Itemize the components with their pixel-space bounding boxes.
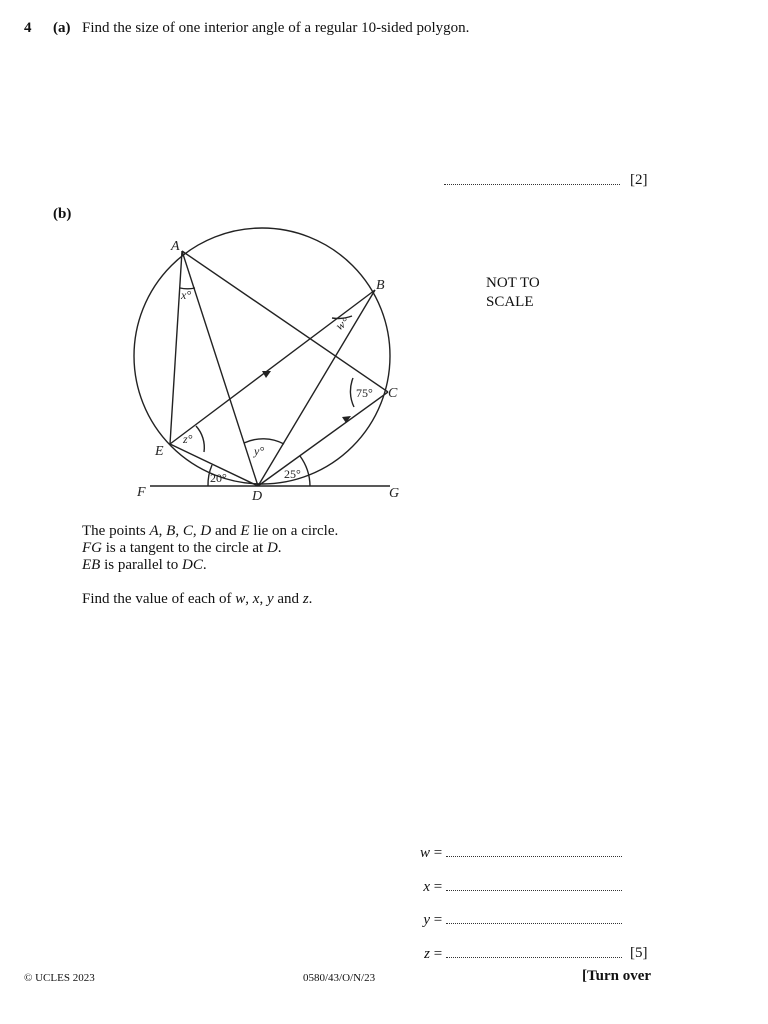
- part-a-marks: [2]: [630, 172, 648, 188]
- part-b-marks: [5]: [630, 945, 648, 961]
- point-label-d: D: [252, 489, 263, 504]
- answer-line-x[interactable]: x =: [416, 878, 622, 896]
- answer-line-w[interactable]: w =: [416, 844, 622, 862]
- footer-paper-code: 0580/43/O/N/23: [303, 972, 376, 984]
- statement-line-2: FG is a tangent to the circle at D.: [82, 540, 282, 556]
- statement-line-1: The points A, B, C, D and E lie on a circle.: [82, 523, 339, 539]
- part-b-label: (b): [53, 206, 72, 222]
- answer-line-z[interactable]: z =: [416, 945, 622, 963]
- angle-label-25: 25°: [284, 467, 301, 481]
- turn-over-label: [Turn over: [582, 968, 652, 984]
- chord-ac: [182, 251, 388, 392]
- part-a-text: Find the size of one interior angle of a regular 10-sided polygon.: [82, 20, 470, 36]
- find-instruction: Find the value of each of w, x, y and z.: [82, 591, 313, 607]
- angle-arc-z: [196, 426, 204, 452]
- angle-label-x: x°: [181, 288, 192, 302]
- footer-copyright: © UCLES 2023: [24, 972, 95, 984]
- chord-ae: [170, 251, 182, 444]
- angle-label-z: z°: [183, 432, 193, 446]
- question-number: 4: [24, 20, 32, 36]
- angle-label-w: w°: [333, 314, 352, 334]
- point-label-b: B: [376, 278, 385, 293]
- point-label-a: A: [171, 239, 180, 254]
- angle-arc-75: [350, 378, 354, 407]
- chord-ad: [182, 251, 258, 486]
- angle-label-20: 20°: [210, 471, 227, 485]
- angle-label-75: 75°: [356, 386, 373, 400]
- point-label-f: F: [137, 485, 146, 500]
- part-a-label: (a): [53, 20, 71, 36]
- point-label-g: G: [389, 486, 400, 501]
- answer-line-y[interactable]: y =: [416, 911, 622, 929]
- angle-arc-25: [300, 456, 310, 486]
- statement-line-3: EB is parallel to DC.: [82, 557, 207, 573]
- point-label-c: C: [388, 386, 398, 401]
- not-to-scale-note: NOT TO SCALE: [486, 275, 540, 310]
- angle-label-y: y°: [254, 444, 265, 458]
- point-label-e: E: [155, 444, 164, 459]
- chord-dc: [258, 392, 388, 486]
